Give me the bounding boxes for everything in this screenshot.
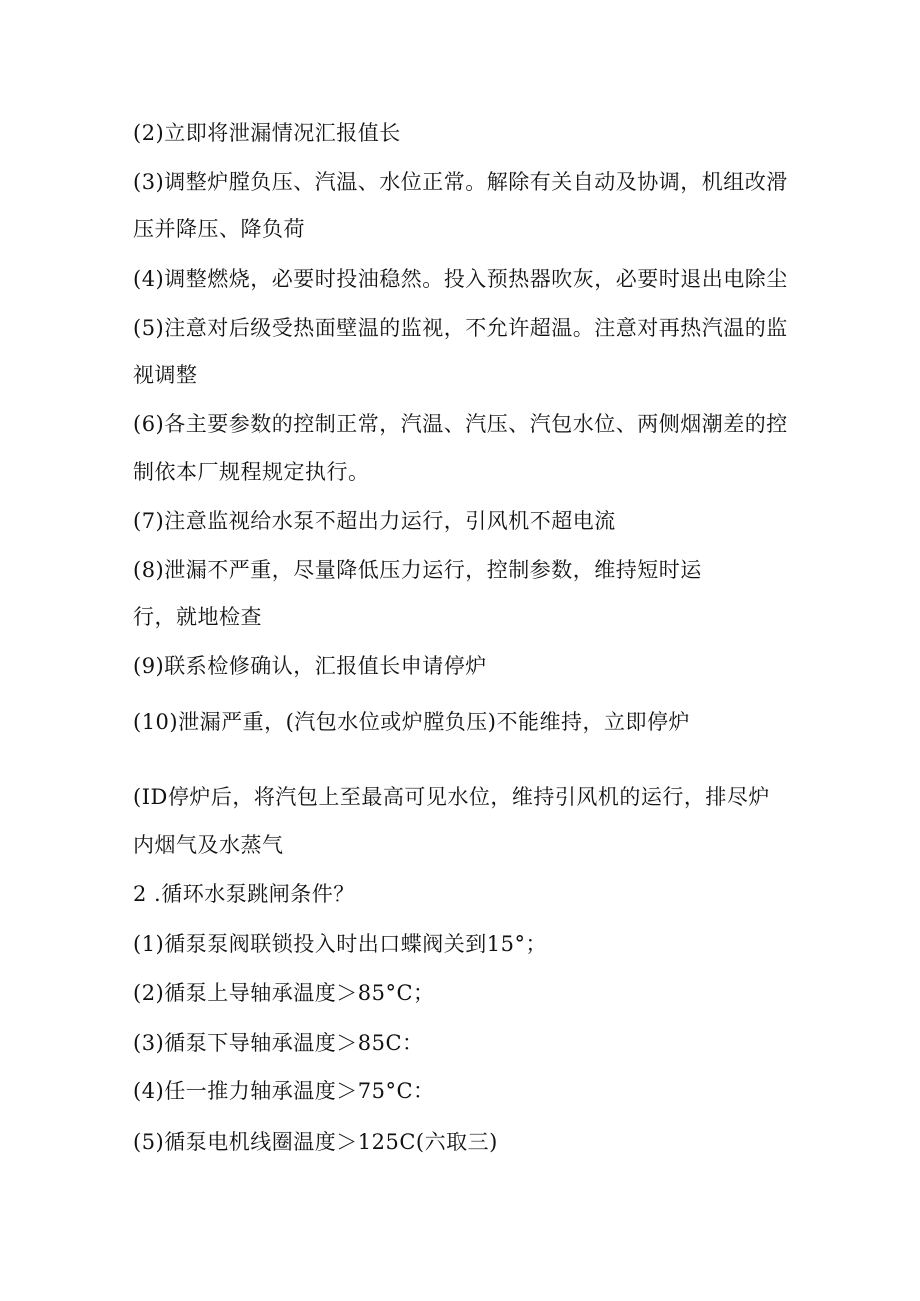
text-line: (1)循泵泵阀联锁投入时出口蝶阀关到15°； <box>133 932 547 956</box>
text-line: (9)联系检修确认，汇报值长申请停炉 <box>133 654 487 678</box>
text-line: (6)各主要参数的控制正常，汽温、汽压、汽包水位、两侧烟潮差的控 <box>133 412 788 436</box>
text-line: (5)注意对后级受热面壁温的监视，不允许超温。注意对再热汽温的监 <box>133 316 788 340</box>
text-line: 视调整 <box>133 363 198 387</box>
text-line: 制依本厂规程规定执行。 <box>133 460 370 484</box>
text-line: 压并降压、降负荷 <box>133 217 305 241</box>
text-line: (4)调整燃烧，必要时投油稳然。投入预热器吹灰，必要时退出电除尘 <box>133 267 788 291</box>
text-line: (8)泄漏不严重，尽量降低压力运行，控制参数，维持短时运 <box>133 558 702 582</box>
text-line: (3)调整炉膛负压、汽温、水位正常。解除有关自动及协调，机组改滑 <box>133 170 788 194</box>
text-line: 内烟气及水蒸气 <box>133 833 284 857</box>
text-line: (10)泄漏严重，(汽包水位或炉膛负压)不能维持，立即停炉 <box>133 710 690 734</box>
text-line: (5)循泵电机线圈温度＞125C(六取三) <box>133 1130 498 1154</box>
text-line: (ID停炉后，将汽包上至最高可见水位，维持引风机的运行，排尽炉 <box>133 785 770 809</box>
text-line: (4)任一推力轴承温度＞75°C： <box>133 1079 435 1103</box>
text-line: (2)循泵上导轴承温度＞85°C； <box>133 981 435 1005</box>
text-line: 行，就地检查 <box>133 605 262 629</box>
section-heading: 2 .循环水泵跳闸条件？ <box>133 882 355 906</box>
text-line: (2)立即将泄漏情况汇报值长 <box>133 121 401 145</box>
text-line: (3)循泵下导轴承温度＞85C： <box>133 1031 424 1055</box>
text-line: (7)注意监视给水泵不超出力运行，引风机不超电流 <box>133 509 616 533</box>
